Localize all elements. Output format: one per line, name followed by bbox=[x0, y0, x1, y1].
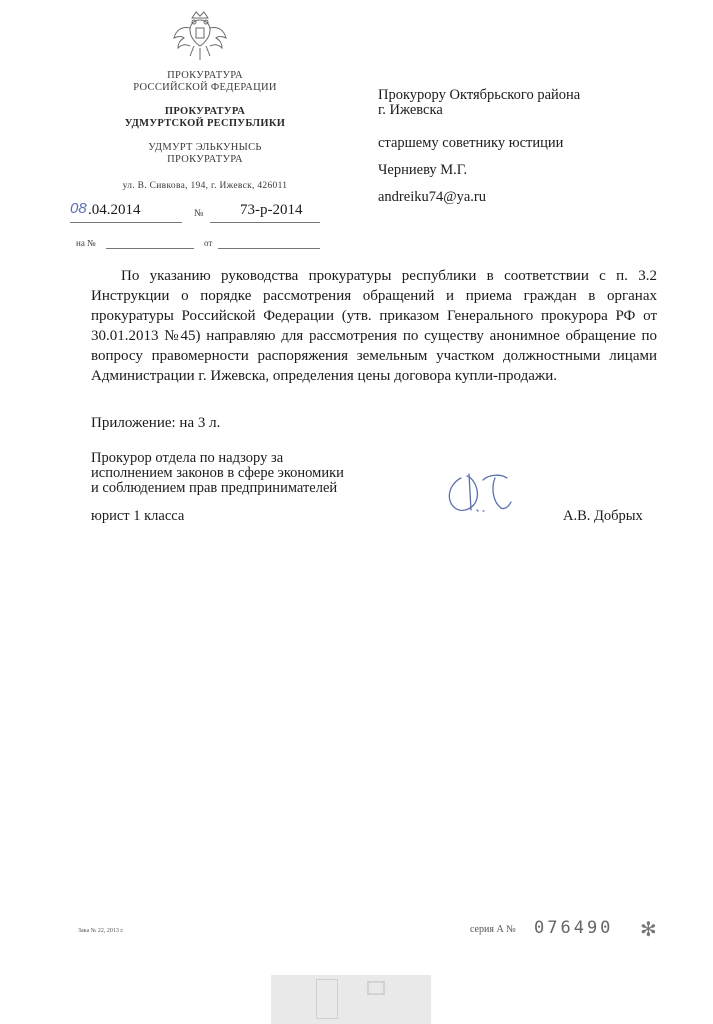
handwritten-signature bbox=[443, 468, 523, 518]
handwritten-day: 08 bbox=[70, 200, 87, 217]
reference-prefix: на № bbox=[76, 238, 96, 248]
series-label: серия А № bbox=[470, 924, 516, 935]
signer-name: А.В. Добрых bbox=[563, 508, 643, 524]
signer-position-line3: и соблюдением прав предпринимателей bbox=[91, 480, 338, 496]
stamp-shape-left bbox=[316, 979, 338, 1019]
registration-line bbox=[70, 200, 320, 226]
signer-position bbox=[91, 451, 411, 496]
number-sign: № bbox=[194, 208, 204, 219]
signer-class: юрист 1 класса bbox=[91, 508, 185, 524]
scan-stamp-mark bbox=[271, 975, 431, 1024]
letterhead-udmurt bbox=[105, 142, 305, 166]
registration-date: .04.2014 bbox=[88, 202, 141, 218]
letterhead-federal bbox=[105, 70, 305, 94]
reference-from: от bbox=[204, 238, 213, 248]
series-number: 076490 bbox=[534, 918, 614, 938]
letterhead-address: ул. В. Сивкова, 194, г. Ижевск, 426011 bbox=[122, 181, 288, 191]
letterhead-regional bbox=[105, 106, 305, 130]
reference-date-underline bbox=[218, 248, 320, 249]
signer-position-line1: Прокурор отдела по надзору за bbox=[91, 450, 284, 466]
reference-line bbox=[76, 238, 326, 254]
coat-of-arms-emblem bbox=[170, 6, 230, 66]
letterhead-line2: РОССИЙСКОЙ ФЕДЕРАЦИИ bbox=[133, 82, 277, 93]
addressee-line2: г. Ижевска bbox=[378, 102, 443, 118]
letterhead-line1: ПРОКУРАТУРА bbox=[167, 70, 243, 81]
appendix-note: Приложение: на 3 л. bbox=[91, 415, 221, 431]
letterhead-line5: УДМУРТ ЭЛЬКУНЫСЬ bbox=[148, 142, 262, 153]
signer-position-line2: исполнением законов в сфере экономики bbox=[91, 465, 344, 481]
stamp-shape-right bbox=[367, 981, 385, 995]
registration-number: 73-р-2014 bbox=[240, 202, 303, 218]
reference-underline bbox=[106, 248, 194, 249]
addressee-line4: Черниеву М.Г. bbox=[378, 162, 468, 178]
star-ornament-icon: ✻ bbox=[640, 919, 657, 941]
letter-body: По указанию руководства прокуратуры республики в соответствии с п. 3.2 Инструкции о порядке рассмотрения обращений и приема граждан в органах прокуратуры Российской Федерации (утв. приказом Генерального прокурора РФ от 30.01.2013 №45) направляю для рассмотрения по существу анонимное обращение по вопросу правомерности распоряжения земельным участком должностными лицами Администрации г. Ижевска, определения цены договора купли-продажи. bbox=[91, 268, 657, 384]
date-underline bbox=[70, 222, 182, 223]
print-order-note: Зака № 22, 2013 г. bbox=[78, 928, 124, 934]
number-underline bbox=[210, 222, 320, 223]
letterhead-line3: ПРОКУРАТУРА bbox=[164, 106, 246, 117]
letterhead-line4: УДМУРТСКОЙ РЕСПУБЛИКИ bbox=[124, 118, 286, 129]
addressee-email: andreiku74@ya.ru bbox=[378, 189, 486, 205]
addressee-line1: Прокурору Октябрьского района bbox=[378, 87, 581, 103]
addressee-line3: старшему советнику юстиции bbox=[378, 135, 564, 151]
letterhead-line6: ПРОКУРАТУРА bbox=[167, 154, 243, 165]
addressee-block bbox=[378, 88, 678, 205]
